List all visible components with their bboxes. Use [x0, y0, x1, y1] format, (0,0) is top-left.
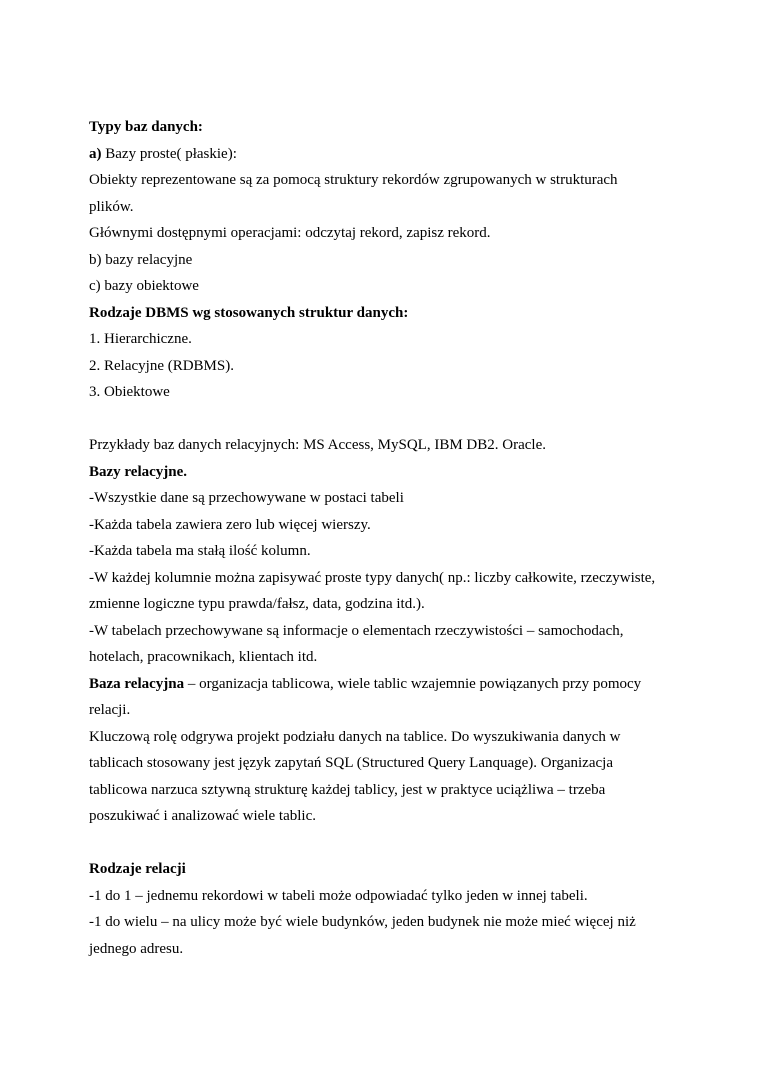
dbms-list-item: 1. Hierarchiczne.	[89, 331, 192, 347]
dbms-list-item: 3. Obiektowe	[89, 384, 170, 400]
examples: Przykłady baz danych relacyjnych: MS Access, MySQL, IBM DB2. Oracle.	[89, 437, 546, 453]
key-role-line: tablicach stosowany jest język zapytań SQL (Structured Query Lanquage). Organizacja	[89, 755, 613, 771]
baza-def-continued: relacji.	[89, 702, 131, 718]
relation-item: -1 do wielu – na ulicy może być wiele budynków, jeden budynek nie może mieć więcej niż	[89, 914, 636, 930]
heading-relations: Rodzaje relacji	[89, 861, 186, 877]
heading-dbms: Rodzaje DBMS wg stosowanych struktur danych:	[89, 304, 409, 321]
flat-desc-line-1: Obiekty reprezentowane są za pomocą struktury rekordów zgrupowanych w strukturach	[89, 172, 618, 188]
document-body	[89, 114, 689, 962]
baza-definition	[89, 671, 689, 698]
heading-types: Typy baz danych:	[89, 119, 203, 135]
rel-point: zmienne logiczne typu prawda/fałsz, data, godzina itd.).	[89, 596, 425, 612]
key-role-line: tablicowa narzuca sztywną strukturę każdej tablicy, jest w praktyce uciążliwa – trzeba	[89, 781, 606, 798]
item-b: b) bazy relacyjne	[89, 251, 193, 268]
item-c: c) bazy obiektowe	[89, 278, 199, 294]
rel-point: hotelach, pracownikach, klientach itd.	[89, 649, 318, 665]
dbms-list-item: 2. Relacyjne (RDBMS).	[89, 357, 234, 374]
relation-item: -1 do 1 – jednemu rekordowi w tabeli może odpowiadać tylko jeden w innej tabeli.	[89, 887, 588, 904]
baza-def-text: – organizacja tablicowa, wiele tablic wzajemnie powiązanych przy pomocy	[184, 675, 642, 692]
baza-term: Baza relacyjna	[89, 675, 185, 692]
rel-point: -Każda tabela zawiera zero lub więcej wierszy.	[89, 516, 371, 533]
flat-ops: Głównymi dostępnymi operacjami: odczytaj rekord, zapisz rekord.	[89, 225, 491, 241]
paragraph-spacer	[89, 830, 689, 857]
rel-point: -W tabelach przechowywane są informacje o elementach rzeczywistości – samochodach,	[89, 622, 624, 639]
relation-item: jednego adresu.	[89, 940, 184, 957]
paragraph-spacer	[89, 406, 689, 433]
flat-desc-line-2: plików.	[89, 198, 134, 215]
rel-point: -W każdej kolumnie można zapisywać proste typy danych( np.: liczby całkowite, rzeczywiste,	[89, 569, 656, 586]
item-a-label: a)	[89, 145, 102, 162]
key-role-line: poszukiwać i analizować wiele tablic.	[89, 808, 316, 824]
rel-point: -Każda tabela ma stałą ilość kolumn.	[89, 543, 311, 559]
heading-relational: Bazy relacyjne.	[89, 463, 188, 480]
rel-point: -Wszystkie dane są przechowywane w postaci tabeli	[89, 490, 404, 506]
key-role-line: Kluczową rolę odgrywa projekt podziału danych na tablice. Do wyszukiwania danych w	[89, 728, 621, 745]
item-a-text: Bazy proste( płaskie):	[101, 145, 237, 162]
item-a	[89, 141, 689, 168]
